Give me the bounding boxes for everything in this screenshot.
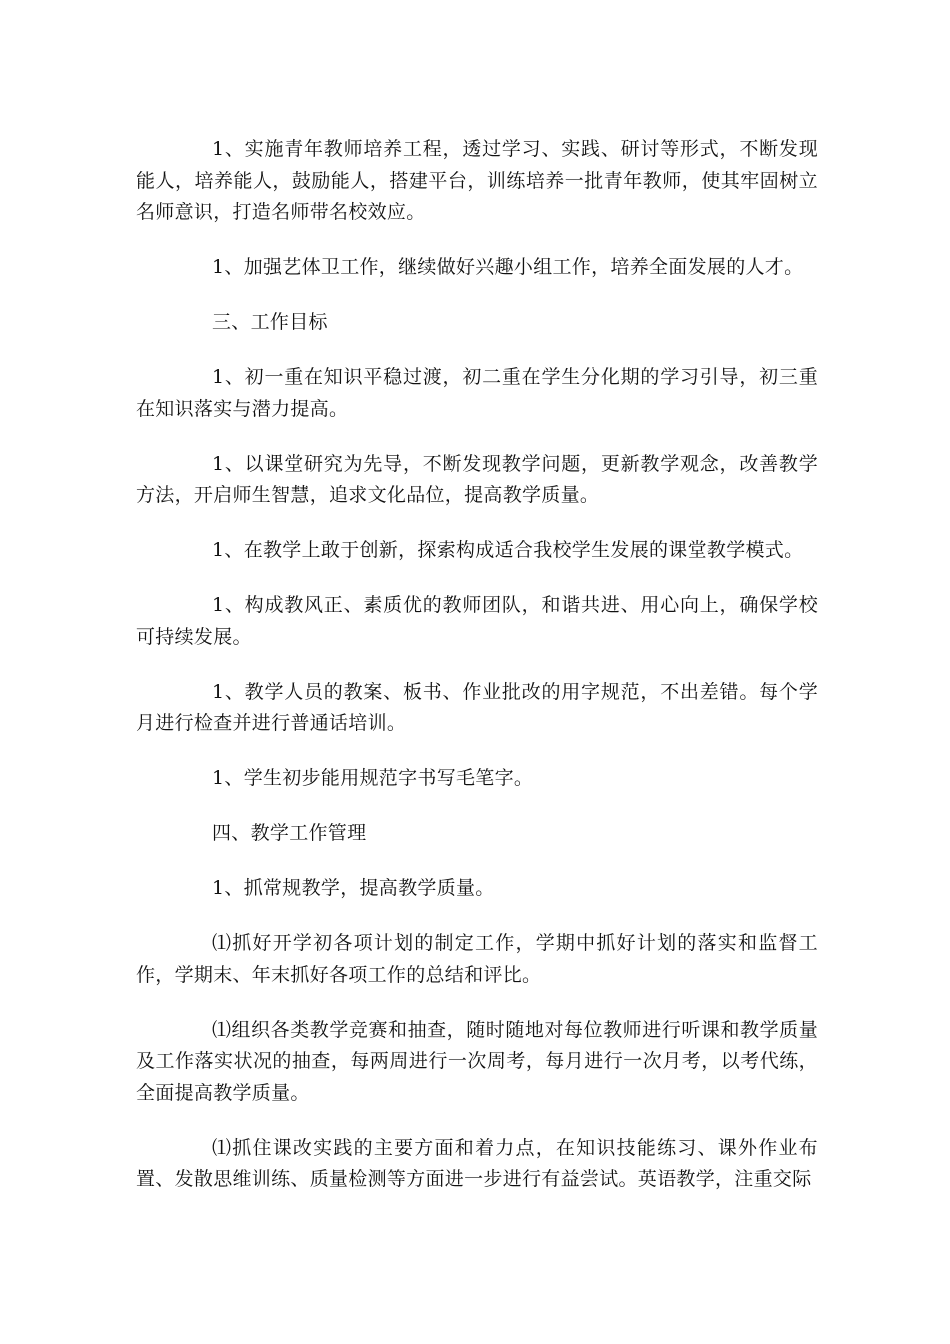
paragraph-arts-sports-health: 1、加强艺体卫工作，继续做好兴趣小组工作，培养全面发展的人才。 (212, 256, 804, 278)
paragraph-curriculum-reform: ⑴抓住课改实践的主要方面和着力点，在知识技能练习、课外作业布置、发散思维训练、质量检测等方面进一步进行有益尝试。英语教学，注重交际 (136, 1136, 818, 1190)
paragraph-writing-standards: 1、教学人员的教案、板书、作业批改的用字规范，不出差错。每个学月进行检查并进行普通话培训。 (136, 680, 818, 734)
paragraph-teaching-innovation: 1、在教学上敢于创新，探索构成适合我校学生发展的课堂教学模式。 (212, 539, 804, 561)
paragraph-competitions-checks: ⑴组织各类教学竞赛和抽查，随时随地对每位教师进行听课和教学质量及工作落实状况的抽查，每两周进行一次周考，每月进行一次月考，以考代练，全面提高教学质量。 (136, 1018, 818, 1104)
paragraph-classroom-research: 1、以课堂研究为先导，不断发现教学问题，更新教学观念，改善教学方法，开启师生智慧，追求文化品位，提高教学质量。 (136, 452, 818, 506)
paragraph-grade-focus: 1、初一重在知识平稳过渡，初二重在学生分化期的学习引导，初三重在知识落实与潜力提高。 (136, 366, 818, 420)
paragraph-youth-teacher-training: 1、实施青年教师培养工程，透过学习、实践、研讨等形式，不断发现能人，培养能人，鼓励能人，搭建平台，训练培养一批青年教师，使其牢固树立名师意识，打造名师带名校效应。 (136, 138, 818, 223)
document-body (136, 134, 818, 1196)
paragraph-planning-work: ⑴抓好开学初各项计划的制定工作，学期中抓好计划的落实和监督工作，学期末、年末抓好各项工作的总结和评比。 (136, 932, 818, 986)
paragraph-calligraphy: 1、学生初步能用规范字书写毛笔字。 (212, 767, 534, 789)
section-heading-teaching-management: 四、教学工作管理 (212, 822, 367, 844)
section-heading-work-goals: 三、工作目标 (212, 311, 328, 333)
paragraph-routine-teaching: 1、抓常规教学，提高教学质量。 (212, 877, 495, 899)
paragraph-teacher-team: 1、构成教风正、素质优的教师团队，和谐共进、用心向上，确保学校可持续发展。 (136, 594, 818, 648)
